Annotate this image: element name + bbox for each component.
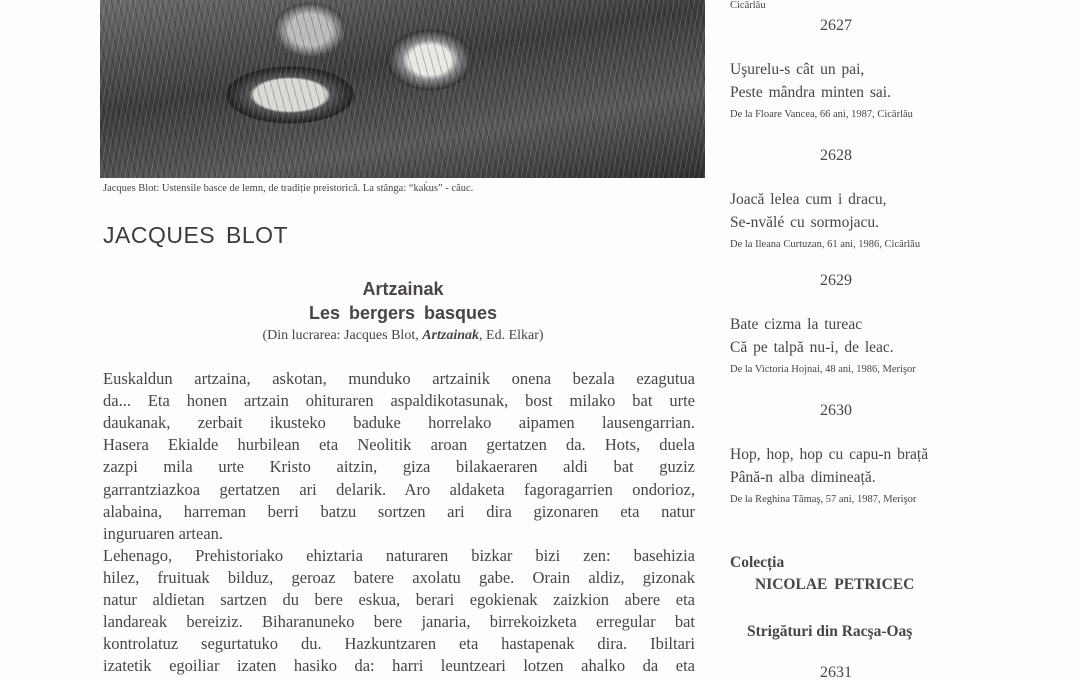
body-line: garrantziazkoa gertatzen ari delarik. Aro aldaketa fagoragarrien ondorioz, [103, 479, 695, 499]
section-title: Strigături din Racşa-Oaş [747, 623, 913, 640]
article-subtitle: Les bergers basques [308, 303, 498, 323]
body-line: izatetik egoiliar izaten hasiko da: harri leuntzeari lotzen ahalko da eta [103, 656, 695, 676]
verse-number: 2628 [820, 147, 852, 164]
source-work: Artzainak [422, 328, 480, 343]
body-line: hilez, fruituak bilduz, geroaz batere axolatu gabe. Orain aldiz, gizonak [103, 567, 695, 587]
verse-line: Bate cizma la tureac [730, 316, 863, 333]
verse-number: 2629 [820, 272, 852, 289]
verse-line: Peste mândra minten sai. [730, 84, 891, 101]
verse-line: Până-n alba dimineață. [730, 469, 876, 486]
body-line: landareak bereiziz. Biharanuneko bere janaria, birrekoizketa erregular bat [103, 612, 695, 632]
body-line: zazpi mila urte Kristo aitzin, giza bilakaeraren aldi bat guziz [103, 457, 695, 477]
verse-line: Că pe talpă nu-i, de leac. [730, 339, 894, 356]
verse-attribution: De la Victoria Hojnai, 48 ani, 1986, Merişor [730, 364, 916, 375]
verse-line: Joacă lelea cum i dracu, [730, 191, 887, 208]
basque-utensils-photo [100, 0, 705, 178]
collector-name: NICOLAE PETRICEC [755, 576, 915, 593]
body-line: kontrolatuz segurtatuko du. Hazkuntzaren eta hastapenak dira. Ibiltari [103, 634, 695, 654]
verse-attribution: De la Ileana Curtuzan, 61 ani, 1986, Cicârlău [730, 239, 921, 250]
body-line: natur aldietan sartzen du bere eskua, berari egokienak zaizkion abere eta [103, 590, 695, 609]
body-line: Hasera Ekialde hurbilean eta Neolitik aroan gertatzen da. Hots, duela [103, 435, 695, 455]
verse-line: Uşurelu-s cât un pai, [730, 61, 865, 78]
verse-line: Hop, hop, hop cu capu-n brață [730, 446, 929, 463]
fragment-attribution: Cicârlău [730, 0, 766, 11]
body-line: daukanak, zerbait ikusteko baduke horrelako aipamen lausengarrian. [103, 413, 695, 433]
photo-caption: Jacques Blot: Ustensile basce de lemn, de tradiție preistorică. La stânga: “kaḱus” - căuc. [103, 183, 474, 194]
article-source [103, 328, 703, 344]
body-line: inguruaren artean. [103, 523, 224, 543]
verse-attribution: De la Reghina Tămaş, 57 ani, 1987, Merişor [730, 494, 917, 505]
article-author: JACQUES BLOT [103, 222, 289, 248]
verse-attribution: De la Floare Vancea, 66 ani, 1987, Cicârlău [730, 109, 913, 120]
collection-label: Colecția [730, 554, 785, 571]
body-line: da... Eta honen artzain ohituraren aspaldikotasunak, bost milako bat urte [103, 391, 695, 411]
verse-line: Se-nvălé cu sormojacu. [730, 214, 880, 231]
body-line: alabaina, harreman berri batzu sortzen ari dira gizonaren eta natur [103, 501, 695, 521]
verse-number: 2630 [820, 402, 852, 419]
verse-number: 2631 [820, 664, 852, 681]
source-prefix: (Din lucrarea: Jacques Blot, [262, 328, 423, 343]
verse-number: 2627 [820, 17, 852, 34]
body-line: Lehenago, Prehistoriako ehiztaria naturaren bizkar bizi zen: basehizia [103, 545, 695, 565]
body-line: Euskaldun artzaina, askotan, munduko artzainik onena bezala ezagutua [103, 369, 695, 388]
source-suffix: , Ed. Elkar) [479, 328, 544, 343]
article-title: Artzainak [362, 279, 444, 299]
